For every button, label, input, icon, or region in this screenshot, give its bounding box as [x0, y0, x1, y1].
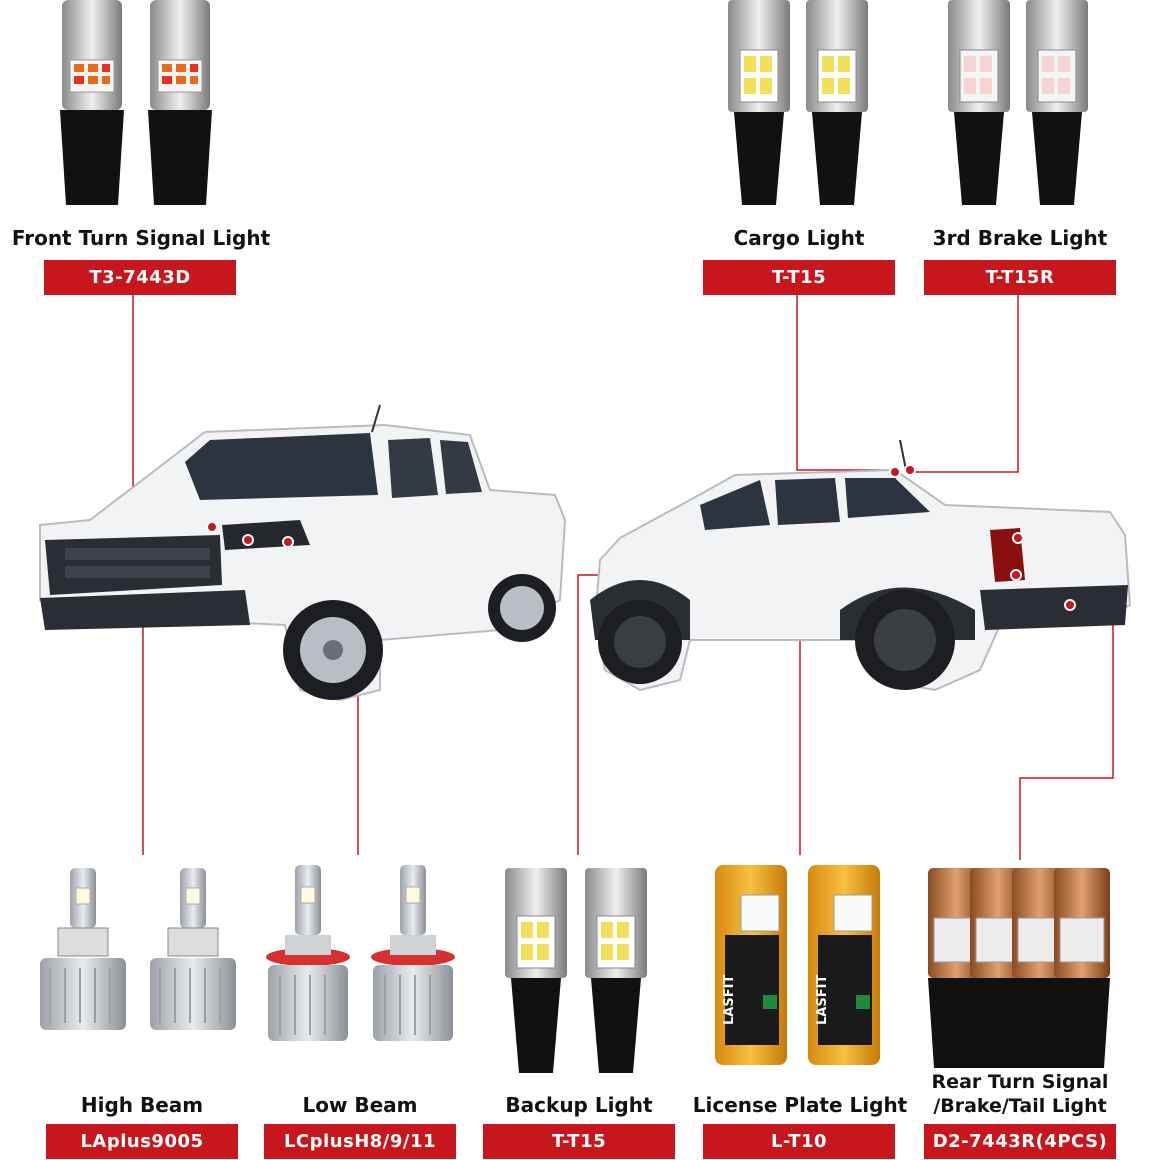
- bulb-low-beam-lcplush8: [266, 865, 455, 1041]
- backup-light-code: T-T15: [483, 1124, 675, 1159]
- low-beam-code: LCplusH8/9/11: [264, 1124, 456, 1159]
- truck-front-view: [40, 405, 565, 700]
- third-brake-light-title: 3rd Brake Light: [932, 226, 1108, 250]
- bulb-t3-7443d: [60, 0, 212, 205]
- license-plate-title: License Plate Light: [692, 1093, 908, 1117]
- rear-turn-signal-code: D2-7443R(4PCS): [924, 1124, 1116, 1159]
- high-beam-code: LAplus9005: [46, 1124, 238, 1159]
- front-turn-signal-code: T3-7443D: [44, 260, 236, 295]
- rear-turn-signal-title: [920, 1070, 1120, 1118]
- low-beam-title: Low Beam: [302, 1093, 418, 1117]
- bulb-high-beam-laplus9005: [40, 868, 236, 1030]
- high-beam-title: High Beam: [80, 1093, 204, 1117]
- front-turn-signal-title: Front Turn Signal Light: [11, 226, 271, 250]
- cargo-light-title: Cargo Light: [733, 226, 865, 250]
- backup-light-title: Backup Light: [505, 1093, 653, 1117]
- bulb-rear-turn-d2-7443r: [928, 868, 1110, 1068]
- bulb-3rd-brake-t-t15r: [948, 0, 1088, 205]
- brand-mark: LASFIT: [815, 974, 830, 1025]
- truck-rear-view: [590, 440, 1130, 690]
- third-brake-light-code: T-T15R: [924, 260, 1116, 295]
- rear-turn-signal-title-line1: Rear Turn Signal: [931, 1071, 1109, 1093]
- bulb-cargo-t-t15: [728, 0, 868, 205]
- bulb-license-plate-l-t10: [715, 865, 880, 1065]
- license-plate-code: L-T10: [703, 1124, 895, 1159]
- rear-turn-signal-title-line2: /Brake/Tail Light: [933, 1095, 1107, 1117]
- bulb-backup-t-t15: [505, 868, 647, 1073]
- cargo-light-code: T-T15: [703, 260, 895, 295]
- brand-mark: LASFIT: [722, 974, 737, 1025]
